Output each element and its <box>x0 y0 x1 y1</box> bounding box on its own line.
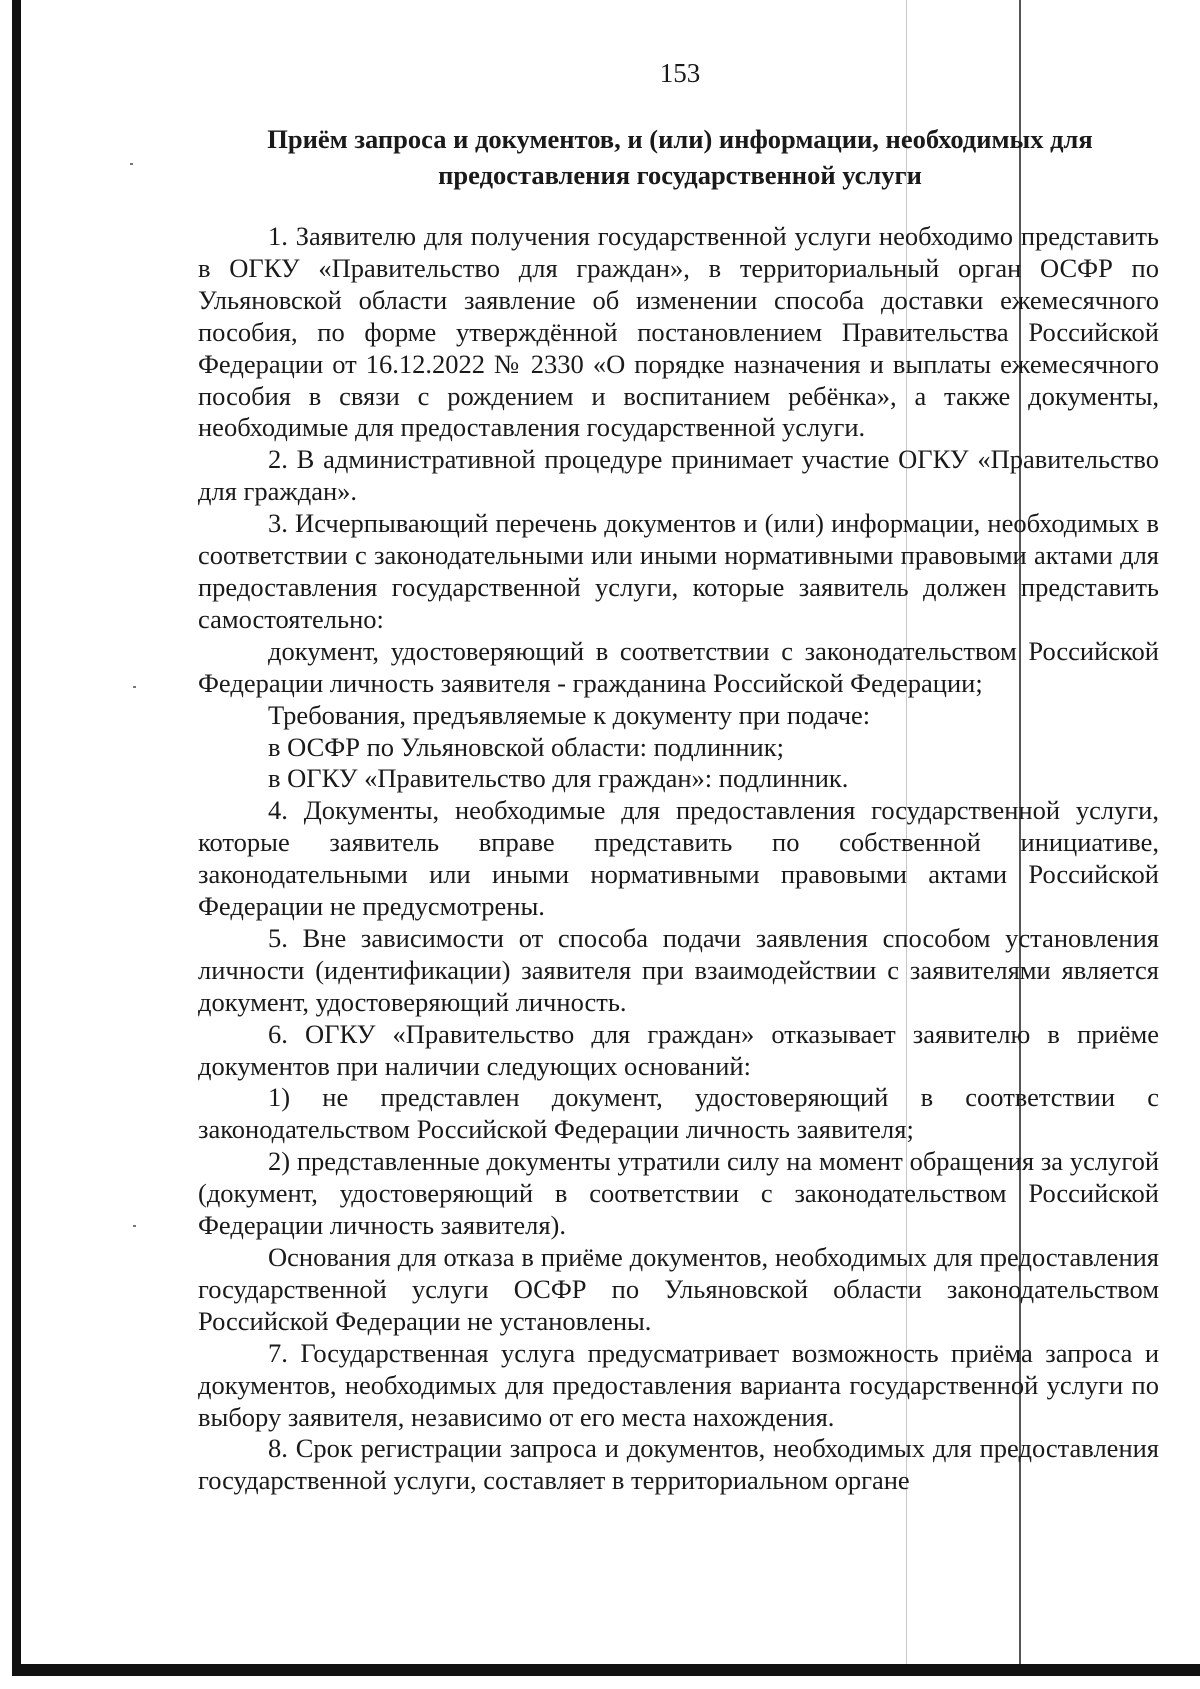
section-title <box>200 121 1160 193</box>
paragraph: 1) не представлен документ, удостоверяющий в соответствии с законодательством Российской Федерации личность заявителя; <box>198 1082 1159 1145</box>
paragraph: документ, удостоверяющий в соответствии с законодательством Российской Федерации личность заявителя - гражданина Российской Федерации; <box>198 635 1159 698</box>
paragraph: 4. Документы, необходимые для предоставления государственной услуги, которые заявитель вправе представить по собственной инициативе, законодательными или иными нормативными правовыми актами Российской Федерации не предусмотрены. <box>198 795 1159 922</box>
paragraph: в ОСФР по Ульяновской области: подлинник; <box>268 731 784 762</box>
paragraph: 2) представленные документы утратили силу на момент обращения за услугой (документ, удостоверяющий в соответствии с законодательством Российской Федерации личность заявителя). <box>198 1146 1159 1241</box>
scan-left-edge <box>12 0 21 1672</box>
paragraph: 2. В административной процедуре принимает участие ОГКУ «Правительство для граждан». <box>198 444 1159 507</box>
page-number: 153 <box>659 58 701 88</box>
paragraph: 5. Вне зависимости от способа подачи заявления способом установления личности (идентификации) заявителя при взаимодействии с заявителями является документ, удостоверяющий личность. <box>198 922 1159 1017</box>
paragraph: Основания для отказа в приёме документов, необходимых для предоставления государственной услуги ОСФР по Ульяновской области законодательством Российской Федерации не установлены. <box>198 1242 1159 1336</box>
document-body <box>198 221 1159 1497</box>
scan-speck <box>133 1225 136 1227</box>
scan-speck <box>130 163 133 165</box>
paragraph: 8. Срок регистрации запроса и документов, необходимых для предоставления государственной услуги, составляет в территориальном органе <box>198 1433 1159 1496</box>
scan-speck <box>133 686 136 688</box>
paragraph: 1. Заявителю для получения государственной услуги необходимо представить в ОГКУ «Правительство для граждан», в территориальный орган ОСФР по Ульяновской области заявление об изменении способа доставки ежемесячного пособия, по форме утверждённой постановлением Правительства Российской Федерации от 16.12.2022 № 2330 «О порядке назначения и выплаты ежемесячного пособия в связи с рождением и воспитанием ребёнка», а также документы, необходимые для предоставления государственной услуги. <box>198 221 1159 443</box>
paragraph: 6. ОГКУ «Правительство для граждан» отказывает заявителю в приёме документов при наличии следующих оснований: <box>198 1018 1159 1081</box>
section-title-line: Приём запроса и документов, и (или) информации, необходимых для <box>267 124 1093 154</box>
paragraph: Требования, предъявляемые к документу при подаче: <box>268 699 871 730</box>
paragraph: 3. Исчерпывающий перечень документов и (или) информации, необходимых в соответствии с законодательными или иными нормативными правовыми актами для предоставления государственной услуги, которые заявитель должен представить самостоятельно: <box>198 508 1159 634</box>
section-title-line: предоставления государственной услуги <box>438 160 922 190</box>
paragraph: 7. Государственная услуга предусматривает возможность приёма запроса и документов, необходимых для предоставления варианта государственной услуги по выбору заявителя, независимо от его места нахождения. <box>198 1337 1159 1432</box>
scan-bottom-edge <box>12 1664 1200 1676</box>
paragraph: в ОГКУ «Правительство для граждан»: подлинник. <box>268 763 849 794</box>
